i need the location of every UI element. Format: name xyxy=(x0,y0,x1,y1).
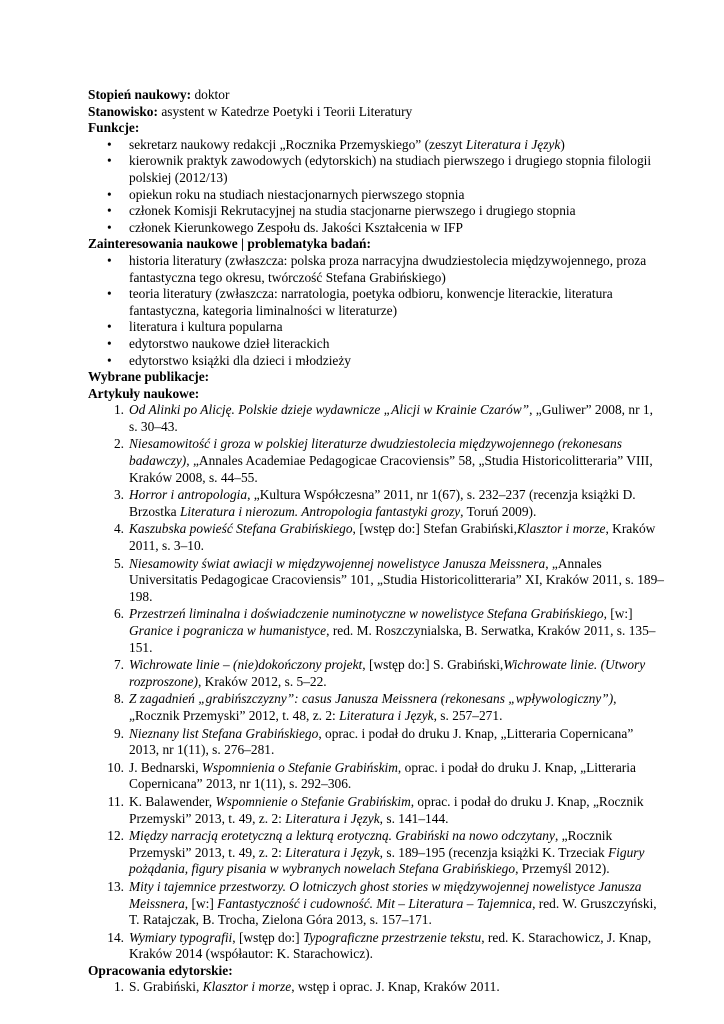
publications-heading: Wybrane publikacje: xyxy=(88,369,210,385)
bullet-icon: • xyxy=(107,319,112,335)
list-item: 3. Horror i antropologia, „Kultura Współczesna” 2011, nr 1(67), s. 232–237 (recenzja książki D. Brzostka Literatura i nierozum. Antropologia fantastyki grozy, Toruń 2009). xyxy=(113,487,636,519)
bullet-icon: • xyxy=(107,286,112,302)
bullet-icon: • xyxy=(107,203,112,219)
degree-line xyxy=(88,87,664,104)
editorial-heading: Opracowania edytorskie: xyxy=(88,962,233,978)
list-item: 5. Niesamowity świat awiacji w międzywojennej nowelistyce Janusza Meissnera, „Annales Universitatis Pedagogicae Cracoviensis” 101, „Studia Historicolitteraria” XI, Kraków 2011, s. 189–198. xyxy=(113,555,664,604)
interests-list xyxy=(88,253,664,369)
list-item: 13. Mity i tajemnice przestworzy. O lotniczych ghost stories w międzywojennej nowelistyce Janusza Meissnera, [w:] Fantastyczność i cudowność. Mit – Literatura – Tajemnica, red. W. Gruszczyński, T. Ratajczak, B. Trocha, Zielona Góra 2013, s. 157–171. xyxy=(107,878,657,928)
list-item: 11. K. Balawender, Wspomnienie o Stefanie Grabińskim, oprac. i podał do druku J. Knap, „Rocznik Przemyski” 2013, t. 49, z. 2: Literatura i Język, s. 141–144. xyxy=(107,793,644,826)
list-item: 12. Między narracją erotetyczną a lekturą erotyczną. Grabiński na nowo odczytany, „Rocznik Przemyski” 2013, t. 49, z. 2: Literatura i Język, s. 189–195 (recenzja książki K. Trzeciak Figury pożądania, figury pisania w wybranych nowelach Stefana Grabińskiego, Przemyśl 2012). xyxy=(107,828,645,877)
articles-list xyxy=(88,402,664,963)
degree-value: doktor xyxy=(194,87,230,102)
articles-heading: Artykuły naukowe: xyxy=(88,385,200,401)
list-item: 1. Od Alinki po Alicję. Polskie dzieje wydawnicze „Alicji w Krainie Czarów”, „Guliwer” 2008, nr 1, s. 30–43. xyxy=(113,402,653,434)
list-item: • teoria literatury (zwłaszcza: narratologia, poetyka odbioru, konwencje literackie, literatura fantastyczna, kategoria liminalności w literaturze) xyxy=(107,286,613,318)
bullet-icon: • xyxy=(107,153,112,169)
bullet-icon: • xyxy=(107,186,112,202)
position-line xyxy=(88,104,664,121)
list-item: • kierownik praktyk zawodowych (edytorskich) na studiach pierwszego i drugiego stopnia filologii polskiej (2012/13) xyxy=(107,153,652,185)
interests-heading: Zainteresowania naukowe | problematyka badań: xyxy=(88,236,371,252)
bullet-icon: • xyxy=(107,252,112,268)
list-item: • sekretarz naukowy redakcji „Rocznika Przemyskiego” (zeszyt Literatura i Język) xyxy=(107,136,565,152)
list-item: 8. Z zagadnień „grabińszczyzny”: casus Janusza Meissnera (rekonesans „wpływologiczny”), „Rocznik Przemyski” 2012, t. 48, z. 2: Literatura i Język, s. 257–271. xyxy=(113,691,617,723)
functions-list xyxy=(88,137,664,237)
list-item: 10. J. Bednarski, Wspomnienia o Stefanie Grabińskim, oprac. i podał do druku J. Knap, „Litteraria Copernicana” 2013, nr 1(11), s. 292–306. xyxy=(107,759,636,792)
list-item: • literatura i kultura popularna xyxy=(107,319,283,335)
position-label: Stanowisko: xyxy=(88,103,158,119)
bullet-icon: • xyxy=(107,136,112,152)
list-item: 6. Przestrzeń liminalna i doświadczenie numinotyczne w nowelistyce Stefana Grabińskiego, [w:] Granice i pogranicza w humanistyce, red. M. Roszczynialska, B. Serwatka, Kraków 2011, s. 135–151. xyxy=(113,606,656,655)
list-item: • historia literatury (zwłaszcza: polska proza narracyjna dwudziestolecia międzywojennego, proza fantastyczna tego okresu, twórczość Stefana Grabińskiego) xyxy=(107,252,647,285)
list-item: • edytorstwo naukowe dzieł literackich xyxy=(107,335,330,351)
list-item: 2. Niesamowitość i groza w polskiej literaturze dwudziestolecia międzywojennego (rekonesans badawczy), „Annales Academiae Pedagogicae Cracoviensis” 58, „Studia Historicolitteraria” VIII, Kraków 2008, s. 44–55. xyxy=(113,436,653,485)
editorial-list xyxy=(88,979,664,996)
bullet-icon: • xyxy=(107,352,112,368)
list-item: 7. Wichrowate linie – (nie)dokończony projekt, [wstęp do:] S. Grabiński,Wichrowate linie. (Utwory rozproszone), Kraków 2012, s. 5–22. xyxy=(113,657,646,689)
list-item: 4. Kaszubska powieść Stefana Grabińskiego, [wstęp do:] Stefan Grabiński,Klasztor i morze, Kraków 2011, s. 3–10. xyxy=(113,521,656,554)
bullet-icon: • xyxy=(107,219,112,235)
degree-label: Stopień naukowy: xyxy=(88,87,192,102)
list-item: 14. Wymiary typografii, [wstęp do:] Typograficzne przestrzenie tekstu, red. K. Starachowicz, J. Knap, Kraków 2014 (współautor: K. Starachowicz). xyxy=(107,929,652,962)
list-item: • opiekun roku na studiach niestacjonarnych pierwszego stopnia xyxy=(107,186,465,202)
list-item: • członek Komisji Rekrutacyjnej na studia stacjonarne pierwszego i drugiego stopnia xyxy=(107,203,576,219)
list-item: 1. S. Grabiński, Klasztor i morze, wstęp i oprac. J. Knap, Kraków 2011. xyxy=(113,979,500,995)
list-item: • członek Kierunkowego Zespołu ds. Jakości Kształcenia w IFP xyxy=(107,219,463,235)
list-item: • edytorstwo książki dla dzieci i młodzieży xyxy=(107,352,351,368)
position-value: asystent w Katedrze Poetyki i Teorii Literatury xyxy=(161,103,413,119)
bullet-icon: • xyxy=(107,335,112,351)
list-item: 9. Nieznany list Stefana Grabińskiego, oprac. i podał do druku J. Knap, „Litteraria Copernicana” 2013, nr 1(11), s. 276–281. xyxy=(113,725,634,758)
functions-heading: Funkcje: xyxy=(88,120,140,136)
